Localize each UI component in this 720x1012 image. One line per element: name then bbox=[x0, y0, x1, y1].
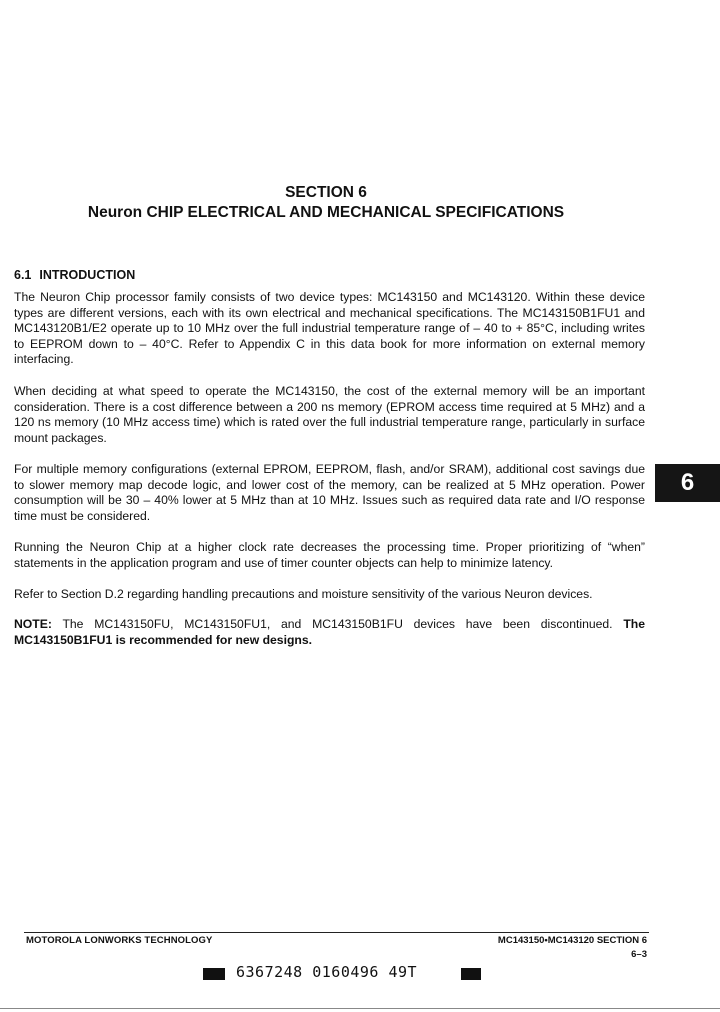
footer-right-text: MC143150•MC143120 SECTION 6 bbox=[497, 935, 647, 946]
note-paragraph bbox=[14, 617, 645, 648]
subsection-title: INTRODUCTION bbox=[39, 268, 136, 282]
paragraph-memory-config: For multiple memory configurations (external EPROM, EEPROM, flash, and/or SRAM), additional cost savings due to slower memory map decode logic, and lower cost of the memory, can be realized at 5 MHz operation. Power consumption will be 30 – 40% lower at 5 MHz than at 10 MHz. Issues such as required data rate and I/O response time must be considered. bbox=[14, 462, 645, 523]
note-text: The MC143150FU, MC143150FU1, and MC143150B1FU devices have been discontinued. bbox=[51, 617, 624, 631]
section-tab: 6 bbox=[655, 464, 720, 502]
section-heading: SECTION 6 bbox=[285, 184, 367, 201]
barcode-block-left bbox=[203, 968, 225, 980]
barcode-text: 6367248 0160496 49T bbox=[236, 963, 418, 981]
paragraph-clock-rate: Running the Neuron Chip at a higher clock rate decreases the processing time. Proper prioritizing of “when” statements in the application program and use of timer counter objects can help to minimize latency. bbox=[14, 540, 645, 570]
footer-divider bbox=[24, 932, 649, 933]
page-bottom-line bbox=[0, 1008, 720, 1009]
section-title: Neuron CHIP ELECTRICAL AND MECHANICAL SPECIFICATIONS bbox=[87, 204, 565, 221]
barcode-block-right bbox=[461, 968, 481, 980]
footer-left-text: MOTOROLA LONWORKS TECHNOLOGY bbox=[26, 935, 213, 946]
paragraph-speed-cost: When deciding at what speed to operate the MC143150, the cost of the external memory will be an important consideration. There is a cost difference between a 200 ns memory (EPROM access time required at 5 MHz) and a 120 ns memory (10 MHz access time) which is rated over the full industrial temperature range, particularly in surface mount packages. bbox=[14, 384, 645, 445]
page-number: 6–3 bbox=[631, 949, 647, 960]
subsection-heading bbox=[14, 268, 135, 282]
paragraph-device-types: The Neuron Chip processor family consists of two device types: MC143150 and MC143120. Within these device types are different versions, each with its own electrical and mechanical specifications. The MC143150B1FU1 and MC143120B1/E2 operate up to 10 MHz over the full industrial temperature range of – 40 to + 85°C, including writes to EEPROM down to – 40°C. Refer to Appendix C in this data book for more information on external memory interfacing. bbox=[14, 290, 645, 367]
note-emphasis: The MC143150B1FU1 is recommended for new designs. bbox=[14, 617, 645, 647]
subsection-number: 6.1 bbox=[14, 268, 32, 282]
paragraph-handling: Refer to Section D.2 regarding handling precautions and moisture sensitivity of the various Neuron devices. bbox=[14, 587, 593, 601]
note-label: NOTE: bbox=[14, 617, 52, 631]
